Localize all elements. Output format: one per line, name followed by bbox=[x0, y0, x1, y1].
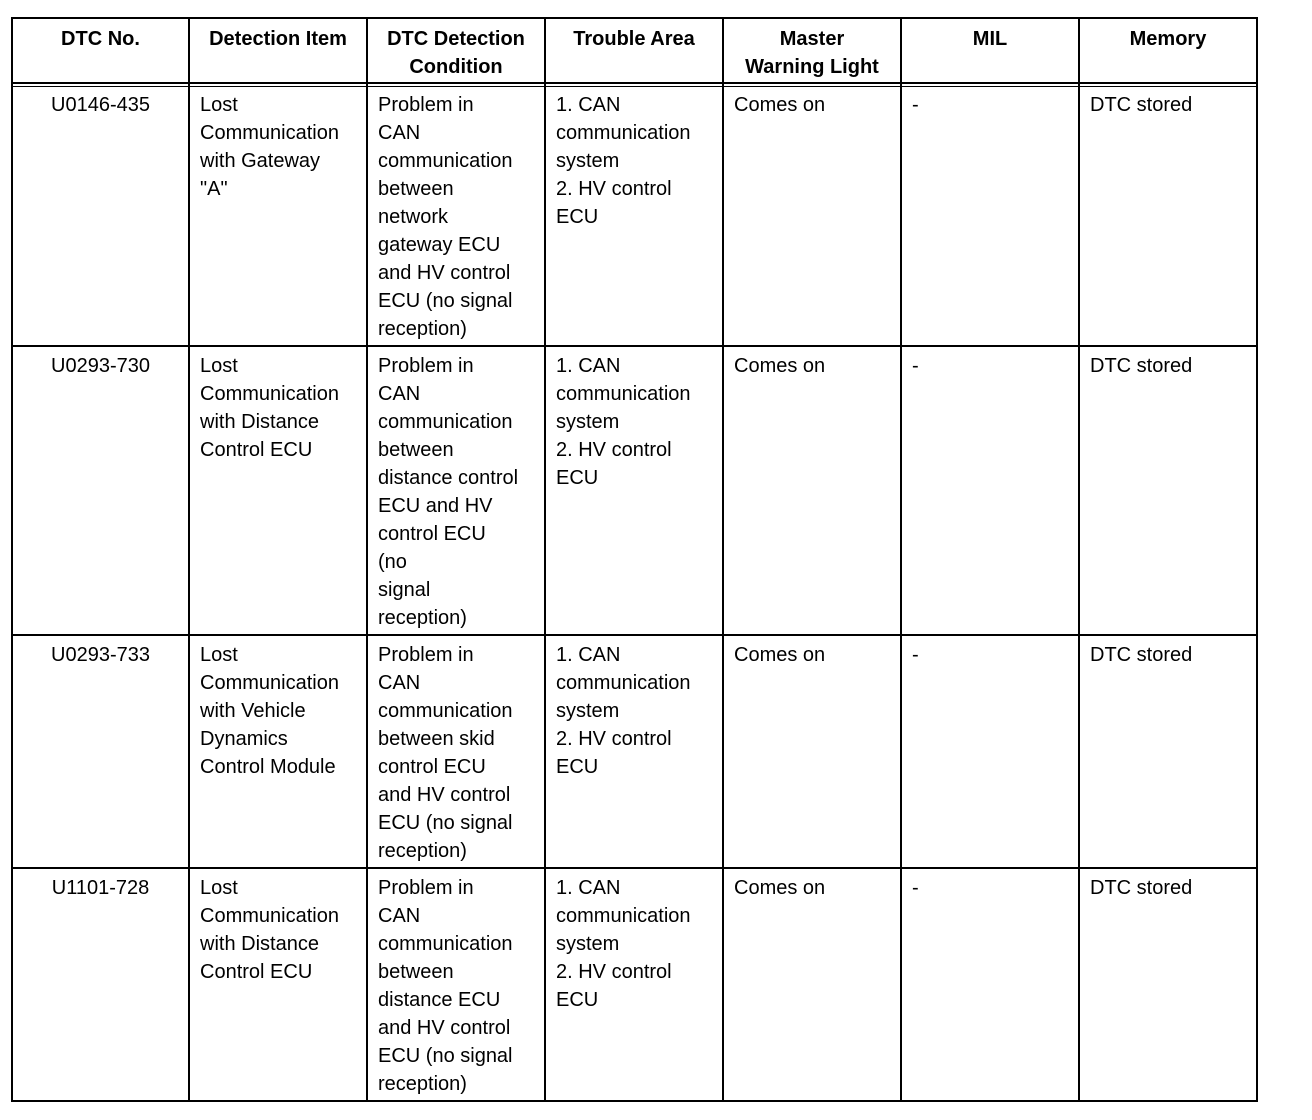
master-warning-light: Comes on bbox=[734, 94, 826, 116]
column-divider bbox=[1078, 19, 1080, 1100]
header-dtc-detection-condition: DTC Detection Condition bbox=[387, 28, 525, 78]
header-trouble-area: Trouble Area bbox=[573, 28, 695, 50]
row-divider bbox=[13, 634, 1256, 636]
memory-status: DTC stored bbox=[1090, 94, 1193, 116]
memory-status: DTC stored bbox=[1090, 355, 1193, 377]
trouble-area: 1. CAN communication system 2. HV control ECU bbox=[556, 644, 691, 778]
dtc-code: U0293-730 bbox=[51, 355, 150, 377]
memory-status: DTC stored bbox=[1090, 644, 1193, 666]
detection-condition: Problem in CAN communication between network gateway ECU and HV control ECU (no signal reception) bbox=[378, 94, 513, 340]
header-divider bbox=[13, 82, 1256, 84]
master-warning-light: Comes on bbox=[734, 877, 826, 899]
trouble-area: 1. CAN communication system 2. HV control ECU bbox=[556, 94, 691, 228]
mil-status: - bbox=[912, 355, 919, 377]
dtc-code: U0146-435 bbox=[51, 94, 150, 116]
header-memory: Memory bbox=[1129, 28, 1207, 50]
row-divider bbox=[13, 867, 1256, 869]
detection-item: Lost Communication with Distance Control ECU bbox=[200, 355, 339, 461]
master-warning-light: Comes on bbox=[734, 644, 826, 666]
header-mil: MIL bbox=[972, 28, 1008, 50]
row-divider bbox=[13, 345, 1256, 347]
header-divider bbox=[13, 86, 1256, 87]
detection-condition: Problem in CAN communication between skid control ECU and HV control ECU (no signal reception) bbox=[378, 644, 513, 862]
column-divider bbox=[900, 19, 902, 1100]
detection-item: Lost Communication with Vehicle Dynamics Control Module bbox=[200, 644, 339, 778]
mil-status: - bbox=[912, 877, 919, 899]
detection-item: Lost Communication with Distance Control ECU bbox=[200, 877, 339, 983]
detection-condition: Problem in CAN communication between distance control ECU and HV control ECU (no signal reception) bbox=[378, 355, 519, 629]
detection-item: Lost Communication with Gateway "A" bbox=[200, 94, 339, 200]
dtc-code: U0293-733 bbox=[51, 644, 150, 666]
dtc-table bbox=[11, 17, 1258, 1102]
mil-status: - bbox=[912, 94, 919, 116]
trouble-area: 1. CAN communication system 2. HV control ECU bbox=[556, 877, 691, 1011]
mil-status: - bbox=[912, 644, 919, 666]
dtc-code: U1101-728 bbox=[51, 877, 150, 899]
master-warning-light: Comes on bbox=[734, 355, 826, 377]
header-master-warning-light: Master Warning Light bbox=[745, 28, 879, 78]
trouble-area: 1. CAN communication system 2. HV control ECU bbox=[556, 355, 691, 489]
header-dtc-no: DTC No. bbox=[61, 28, 140, 50]
column-divider bbox=[722, 19, 724, 1100]
memory-status: DTC stored bbox=[1090, 877, 1193, 899]
header-detection-item: Detection Item bbox=[209, 28, 347, 50]
detection-condition: Problem in CAN communication between distance ECU and HV control ECU (no signal reception) bbox=[378, 877, 513, 1095]
